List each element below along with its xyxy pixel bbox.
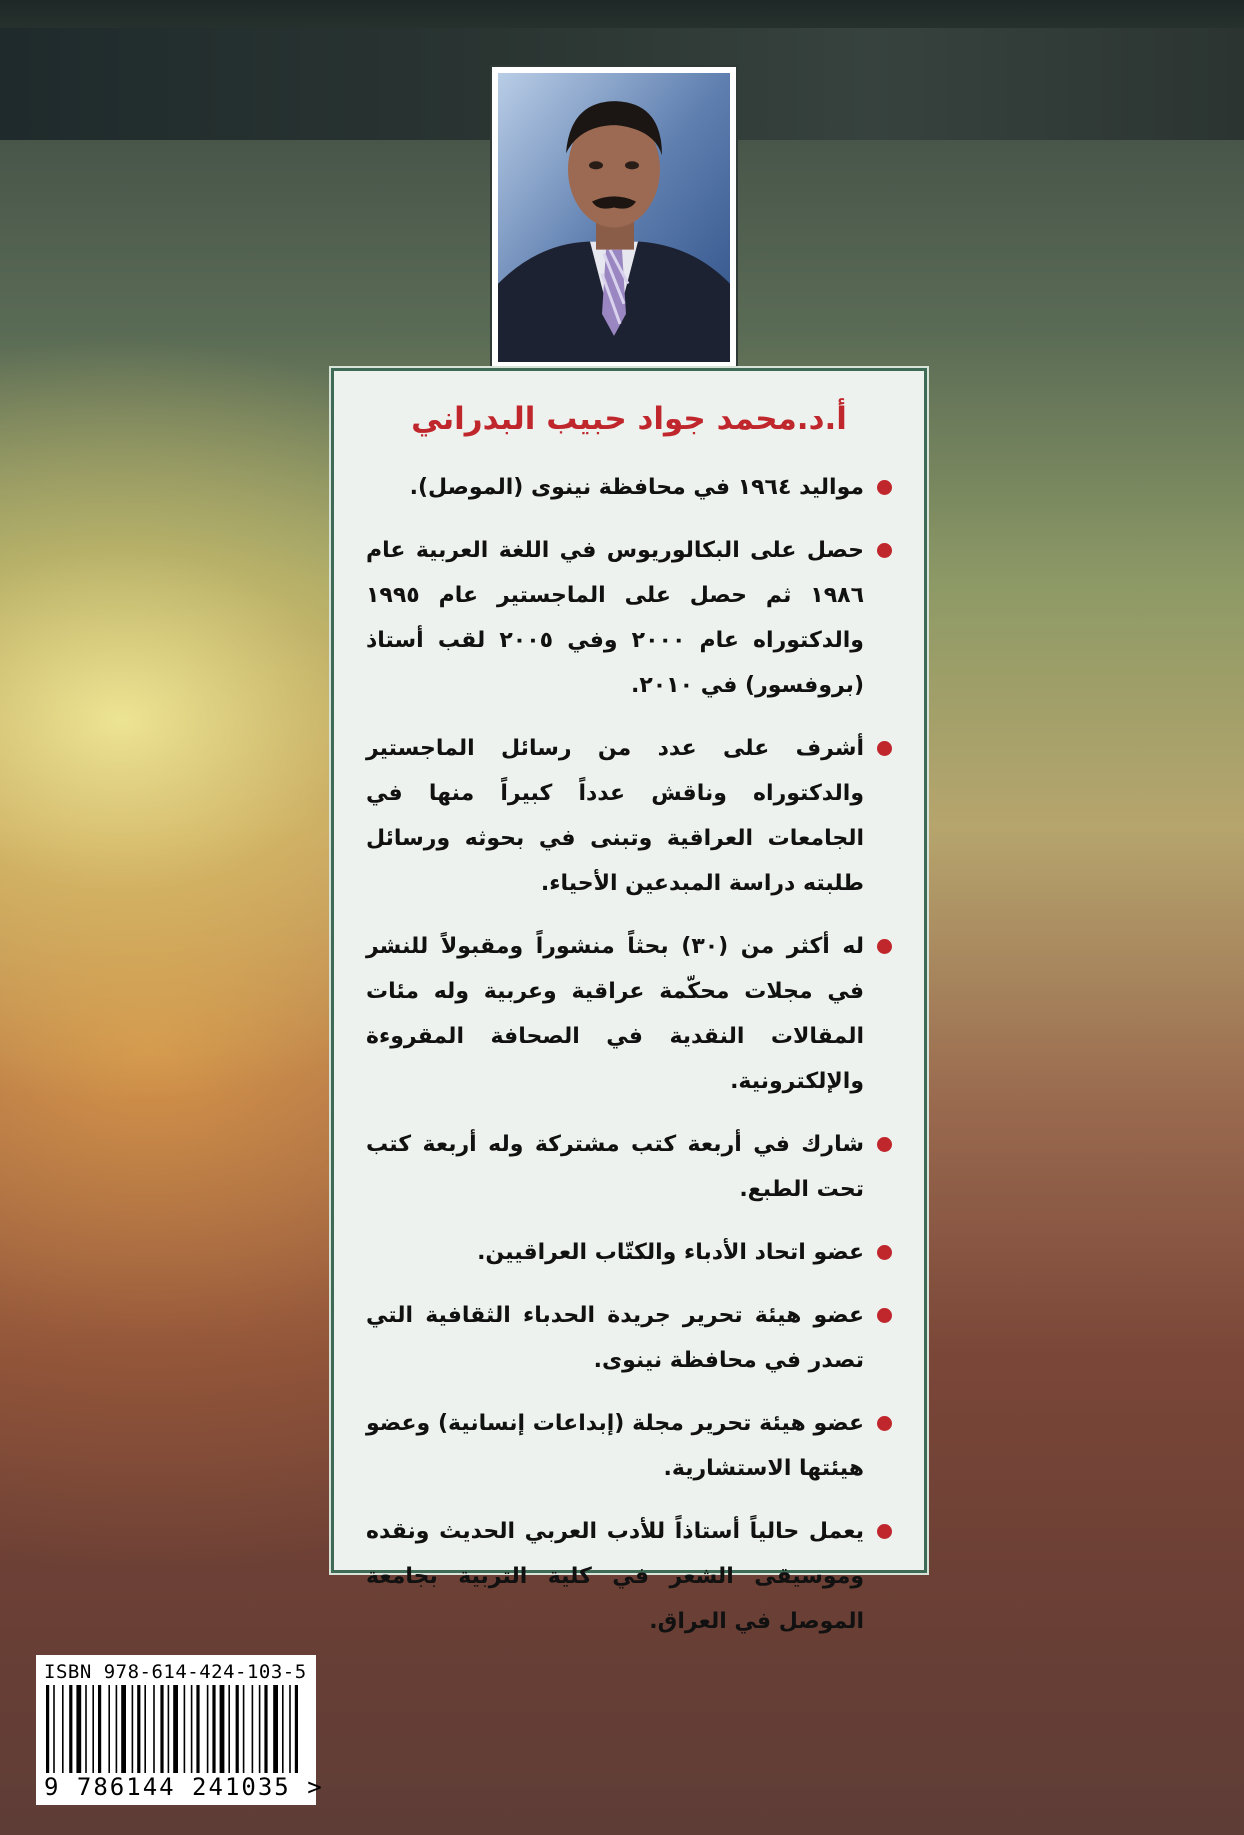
author-photo: [490, 65, 738, 370]
isbn-barcode: [36, 1655, 324, 1805]
bullet-dot-icon: [877, 1245, 892, 1260]
bullet-dot-icon: [877, 1137, 892, 1152]
bio-item: [366, 528, 892, 708]
bio-item-text: أشرف على عدد من رسائل الماجستير والدكتوراه وناقش عدداً كبيراً منها في الجامعات العراقية وتبنى في بحوثه ورسائل طلبته دراسة المبدعين الأحياء.: [366, 736, 864, 896]
barcode-number: 9 786144 241035 >: [44, 1773, 324, 1801]
bio-item: [366, 924, 892, 1104]
bio-item: [366, 1230, 892, 1275]
bio-item-text: مواليد ١٩٦٤ في محافظة نينوى (الموصل).: [409, 475, 864, 500]
bullet-dot-icon: [877, 1416, 892, 1431]
bio-item: [366, 465, 892, 510]
bullet-dot-icon: [877, 939, 892, 954]
bio-item-text: له أكثر من (٣٠) بحثاً منشوراً ومقبولاً للنشر في مجلات محكّمة عراقية وعربية وله مئات المقالات النقدية في الصحافة المقروءة والإلكترونية.: [366, 934, 864, 1094]
isbn-label: ISBN 978-614-424-103-5: [44, 1661, 307, 1683]
bio-item-text: شارك في أربعة كتب مشتركة وله أربعة كتب تحت الطبع.: [366, 1132, 864, 1202]
bio-item: [366, 1401, 892, 1491]
bio-item-text: حصل على البكالوريوس في اللغة العربية عام ١٩٨٦ ثم حصل على الماجستير عام ١٩٩٥ والدكتوراه عام ٢٠٠٠ وفي ٢٠٠٥ لقب أستاذ (بروفسور) في ٢٠١٠.: [366, 538, 864, 698]
bio-item: [366, 1293, 892, 1383]
bullet-dot-icon: [877, 1524, 892, 1539]
bio-item-text: عضو هيئة تحرير مجلة (إبداعات إنسانية) وعضو هيئتها الاستشارية.: [366, 1411, 864, 1481]
author-portrait-image: [498, 73, 730, 362]
bio-item: [366, 1122, 892, 1212]
bio-list: [366, 465, 892, 1644]
bio-item: [366, 726, 892, 906]
bullet-dot-icon: [877, 543, 892, 558]
bio-item: [366, 1509, 892, 1644]
bio-item-text: عضو هيئة تحرير جريدة الحدباء الثقافية التي تصدر في محافظة نينوى.: [366, 1303, 864, 1373]
bio-item-text: يعمل حالياً أستاذاً للأدب العربي الحديث ونقده وموسيقى الشعر في كلية التربية بجامعة الموصل في العراق.: [366, 1519, 864, 1634]
bullet-dot-icon: [877, 1308, 892, 1323]
bullet-dot-icon: [877, 480, 892, 495]
bio-item-text: عضو اتحاد الأدباء والكتّاب العراقيين.: [477, 1240, 864, 1265]
barcode-bars: [44, 1685, 306, 1773]
author-name: أ.د.محمد جواد حبيب البدراني: [411, 401, 847, 437]
bullet-dot-icon: [877, 741, 892, 756]
author-bio-card: [331, 368, 927, 1634]
